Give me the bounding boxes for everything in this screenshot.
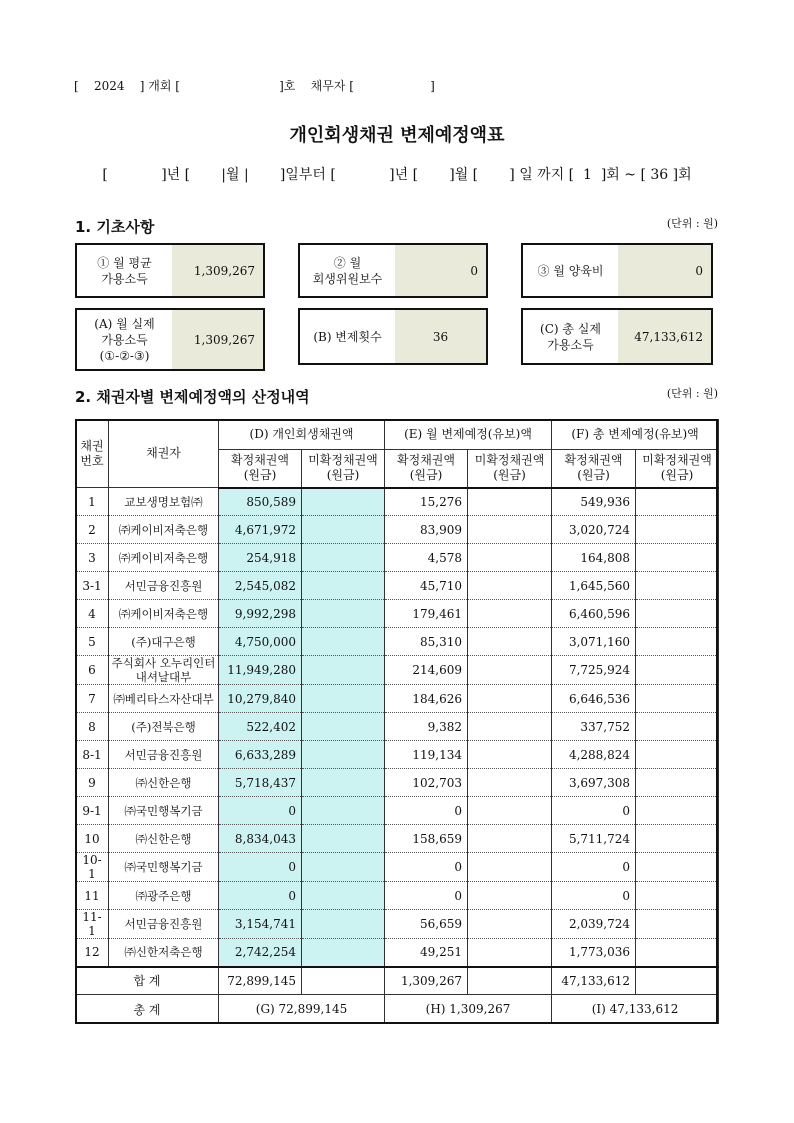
- e-unconfirmed-value: [468, 853, 552, 882]
- avg-income-value: 1,309,267: [172, 245, 263, 296]
- e-confirmed-value: 179,461: [385, 600, 468, 628]
- e-unconfirmed-header: 미확정채권액 (원금): [468, 450, 552, 488]
- creditor-no: 10: [76, 825, 109, 853]
- creditor-no: 4: [76, 600, 109, 628]
- table-row: [76, 656, 719, 685]
- f-confirmed-value: 2,039,724: [552, 910, 636, 939]
- sum-d-value: 72,899,145: [219, 967, 302, 995]
- creditor-name: 서민금융진흥원: [109, 910, 219, 939]
- actual-income-value: 1,309,267: [172, 310, 263, 369]
- creditor-name: ㈜베리타스자산대부: [109, 685, 219, 713]
- f-confirmed-header: 확정채권액 (원금): [552, 450, 636, 488]
- creditor-name: 주식회사 오누리인터 내셔날대부: [109, 656, 219, 685]
- col-e-header: (E) 월 변제예정(유보)액: [385, 420, 552, 450]
- creditor-no: 3-1: [76, 572, 109, 600]
- total-h: (H) 1,309,267: [385, 995, 552, 1024]
- f-confirmed-value: 6,460,596: [552, 600, 636, 628]
- e-unconfirmed-value: [468, 685, 552, 713]
- e-confirmed-value: 45,710: [385, 572, 468, 600]
- sum-d-unconfirmed: [302, 967, 385, 995]
- section2-unit: (단위 : 원): [666, 387, 718, 400]
- f-unconfirmed-value: [636, 628, 719, 656]
- creditor-no: 5: [76, 628, 109, 656]
- creditor-no: 1: [76, 488, 109, 516]
- total-g: (G) 72,899,145: [219, 995, 385, 1024]
- table-row: [76, 910, 719, 939]
- d-unconfirmed-value: [302, 544, 385, 572]
- table-row: [76, 853, 719, 882]
- col-f-header: (F) 총 변제예정(유보)액: [552, 420, 719, 450]
- creditor-name: ㈜신한저축은행: [109, 939, 219, 967]
- e-unconfirmed-value: [468, 516, 552, 544]
- table-row: [76, 741, 719, 769]
- d-unconfirmed-value: [302, 797, 385, 825]
- creditor-no: 2: [76, 516, 109, 544]
- f-confirmed-value: 3,697,308: [552, 769, 636, 797]
- table-row: [76, 544, 719, 572]
- creditor-no: 6: [76, 656, 109, 685]
- d-confirmed-value: 254,918: [219, 544, 302, 572]
- d-confirmed-value: 10,279,840: [219, 685, 302, 713]
- creditor-name: ㈜광주은행: [109, 882, 219, 910]
- repay-count-box: [298, 308, 488, 365]
- e-confirmed-value: 0: [385, 797, 468, 825]
- d-unconfirmed-value: [302, 741, 385, 769]
- table-row: [76, 488, 719, 516]
- creditor-name: (주)전북은행: [109, 713, 219, 741]
- f-unconfirmed-value: [636, 769, 719, 797]
- creditor-name: ㈜국민행복기금: [109, 797, 219, 825]
- f-confirmed-value: 549,936: [552, 488, 636, 516]
- case-header: [ 2024 ] 개회 [ ]호 채무자 [ ]: [74, 79, 435, 93]
- creditor-name: (주)대구은행: [109, 628, 219, 656]
- creditor-name: ㈜케이비저축은행: [109, 516, 219, 544]
- e-confirmed-value: 56,659: [385, 910, 468, 939]
- d-confirmed-value: 3,154,741: [219, 910, 302, 939]
- avg-income-label: ① 월 평균 가용소득: [97, 255, 152, 286]
- f-unconfirmed-value: [636, 600, 719, 628]
- d-unconfirmed-value: [302, 882, 385, 910]
- f-confirmed-value: 4,288,824: [552, 741, 636, 769]
- total-i: (I) 47,133,612: [552, 995, 719, 1024]
- f-confirmed-value: 6,646,536: [552, 685, 636, 713]
- d-confirmed-value: 4,671,972: [219, 516, 302, 544]
- e-confirmed-value: 83,909: [385, 516, 468, 544]
- col-creditor-header: 채권자: [109, 420, 219, 488]
- d-unconfirmed-value: [302, 572, 385, 600]
- f-confirmed-value: 0: [552, 797, 636, 825]
- d-unconfirmed-value: [302, 939, 385, 967]
- e-unconfirmed-value: [468, 488, 552, 516]
- total-income-label: (C) 총 실제 가용소득: [540, 321, 601, 352]
- total-income-box: [521, 308, 713, 365]
- child-support-box: [521, 243, 713, 298]
- f-unconfirmed-value: [636, 516, 719, 544]
- f-unconfirmed-value: [636, 544, 719, 572]
- repay-count-label: (B) 변제횟수: [313, 329, 382, 344]
- e-unconfirmed-value: [468, 628, 552, 656]
- table-row: [76, 572, 719, 600]
- e-unconfirmed-value: [468, 656, 552, 685]
- d-confirmed-value: 4,750,000: [219, 628, 302, 656]
- sum-e-unconfirmed: [468, 967, 552, 995]
- d-unconfirmed-value: [302, 488, 385, 516]
- e-unconfirmed-value: [468, 600, 552, 628]
- table-row: [76, 628, 719, 656]
- d-confirmed-header: 확정채권액 (원금): [219, 450, 302, 488]
- e-confirmed-value: 4,578: [385, 544, 468, 572]
- f-unconfirmed-value: [636, 713, 719, 741]
- d-confirmed-value: 2,742,254: [219, 939, 302, 967]
- total-label: 총 계: [76, 995, 219, 1024]
- table-row: [76, 600, 719, 628]
- e-unconfirmed-value: [468, 939, 552, 967]
- e-unconfirmed-value: [468, 713, 552, 741]
- e-confirmed-value: 49,251: [385, 939, 468, 967]
- sum-e-value: 1,309,267: [385, 967, 468, 995]
- d-confirmed-value: 0: [219, 882, 302, 910]
- e-unconfirmed-value: [468, 769, 552, 797]
- total-income-value: 47,133,612: [618, 310, 711, 363]
- table-row: [76, 939, 719, 967]
- e-unconfirmed-value: [468, 910, 552, 939]
- child-support-value: 0: [618, 245, 711, 296]
- d-unconfirmed-value: [302, 600, 385, 628]
- creditor-no: 11-1: [76, 910, 109, 939]
- d-confirmed-value: 2,545,082: [219, 572, 302, 600]
- table-row: [76, 713, 719, 741]
- f-unconfirmed-value: [636, 910, 719, 939]
- e-unconfirmed-value: [468, 797, 552, 825]
- creditor-name: ㈜신한은행: [109, 769, 219, 797]
- e-unconfirmed-value: [468, 825, 552, 853]
- actual-income-label: (A) 월 실제 가용소득 (①-②-③): [94, 316, 155, 363]
- f-confirmed-value: 0: [552, 853, 636, 882]
- table-row: [76, 882, 719, 910]
- d-confirmed-value: 9,992,298: [219, 600, 302, 628]
- document-title: 개인회생채권 변제예정액표: [289, 125, 505, 146]
- section1-unit: (단위 : 원): [666, 217, 718, 230]
- section1-heading: 1. 기초사항: [75, 218, 155, 236]
- d-unconfirmed-value: [302, 656, 385, 685]
- trustee-fee-value: 0: [395, 245, 486, 296]
- e-unconfirmed-value: [468, 572, 552, 600]
- d-confirmed-value: 0: [219, 797, 302, 825]
- f-confirmed-value: 337,752: [552, 713, 636, 741]
- creditor-name: ㈜케이비저축은행: [109, 600, 219, 628]
- d-unconfirmed-value: [302, 713, 385, 741]
- creditor-no: 12: [76, 939, 109, 967]
- e-unconfirmed-value: [468, 741, 552, 769]
- f-confirmed-value: 0: [552, 882, 636, 910]
- creditor-no: 8-1: [76, 741, 109, 769]
- f-unconfirmed-value: [636, 488, 719, 516]
- d-unconfirmed-value: [302, 516, 385, 544]
- child-support-label: ③ 월 양육비: [537, 263, 604, 278]
- table-row: [76, 797, 719, 825]
- e-confirmed-value: 15,276: [385, 488, 468, 516]
- creditor-name: 서민금융진흥원: [109, 741, 219, 769]
- e-confirmed-value: 119,134: [385, 741, 468, 769]
- repayment-period: [ ]년 [ |월 | ]일부터 [ ]년 [ ]월 [ ] 일 까지 [ 1 ]회 ~ [ 36 ]회: [102, 167, 692, 183]
- d-confirmed-value: 850,589: [219, 488, 302, 516]
- d-confirmed-value: 5,718,437: [219, 769, 302, 797]
- col-d-header: (D) 개인회생채권액: [219, 420, 385, 450]
- sum-label: 합 계: [76, 967, 219, 995]
- f-confirmed-value: 3,020,724: [552, 516, 636, 544]
- section2-heading: 2. 채권자별 변제예정액의 산정내역: [75, 388, 310, 406]
- creditor-name: 교보생명보험㈜: [109, 488, 219, 516]
- d-confirmed-value: 11,949,280: [219, 656, 302, 685]
- f-unconfirmed-value: [636, 939, 719, 967]
- repayment-table: [75, 419, 719, 1024]
- f-unconfirmed-value: [636, 825, 719, 853]
- creditor-no: 9-1: [76, 797, 109, 825]
- table-row: [76, 769, 719, 797]
- d-unconfirmed-header: 미확정채권액 (원금): [302, 450, 385, 488]
- f-unconfirmed-value: [636, 797, 719, 825]
- e-confirmed-value: 214,609: [385, 656, 468, 685]
- f-unconfirmed-value: [636, 882, 719, 910]
- actual-income-box: [75, 308, 265, 371]
- f-unconfirmed-value: [636, 656, 719, 685]
- creditor-no: 9: [76, 769, 109, 797]
- d-confirmed-value: 8,834,043: [219, 825, 302, 853]
- sum-f-value: 47,133,612: [552, 967, 636, 995]
- f-confirmed-value: 164,808: [552, 544, 636, 572]
- e-confirmed-header: 확정채권액 (원금): [385, 450, 468, 488]
- creditor-no: 11: [76, 882, 109, 910]
- creditor-name: ㈜신한은행: [109, 825, 219, 853]
- f-unconfirmed-value: [636, 572, 719, 600]
- d-confirmed-value: 522,402: [219, 713, 302, 741]
- d-unconfirmed-value: [302, 685, 385, 713]
- creditor-no: 7: [76, 685, 109, 713]
- table-row: [76, 825, 719, 853]
- d-unconfirmed-value: [302, 853, 385, 882]
- d-confirmed-value: 6,633,289: [219, 741, 302, 769]
- trustee-fee-label: ② 월 회생위원보수: [312, 255, 383, 286]
- creditor-no: 3: [76, 544, 109, 572]
- e-confirmed-value: 158,659: [385, 825, 468, 853]
- table-row: [76, 685, 719, 713]
- f-confirmed-value: 3,071,160: [552, 628, 636, 656]
- d-unconfirmed-value: [302, 628, 385, 656]
- f-confirmed-value: 5,711,724: [552, 825, 636, 853]
- e-confirmed-value: 85,310: [385, 628, 468, 656]
- creditor-name: ㈜국민행복기금: [109, 853, 219, 882]
- d-unconfirmed-value: [302, 769, 385, 797]
- f-confirmed-value: 1,773,036: [552, 939, 636, 967]
- e-confirmed-value: 0: [385, 882, 468, 910]
- e-confirmed-value: 184,626: [385, 685, 468, 713]
- e-unconfirmed-value: [468, 882, 552, 910]
- f-confirmed-value: 7,725,924: [552, 656, 636, 685]
- f-confirmed-value: 1,645,560: [552, 572, 636, 600]
- e-confirmed-value: 102,703: [385, 769, 468, 797]
- col-no-header: 채권 번호: [76, 420, 109, 488]
- creditor-name: 서민금융진흥원: [109, 572, 219, 600]
- d-unconfirmed-value: [302, 910, 385, 939]
- f-unconfirmed-header: 미확정채권액 (원금): [636, 450, 719, 488]
- creditor-no: 8: [76, 713, 109, 741]
- creditor-name: ㈜케이비저축은행: [109, 544, 219, 572]
- avg-income-box: [75, 243, 265, 298]
- sum-f-unconfirmed: [636, 967, 719, 995]
- e-unconfirmed-value: [468, 544, 552, 572]
- repay-count-value: 36: [395, 310, 486, 363]
- trustee-fee-box: [298, 243, 488, 298]
- f-unconfirmed-value: [636, 685, 719, 713]
- d-unconfirmed-value: [302, 825, 385, 853]
- e-confirmed-value: 9,382: [385, 713, 468, 741]
- d-confirmed-value: 0: [219, 853, 302, 882]
- creditor-no: 10-1: [76, 853, 109, 882]
- e-confirmed-value: 0: [385, 853, 468, 882]
- f-unconfirmed-value: [636, 741, 719, 769]
- table-row: [76, 516, 719, 544]
- f-unconfirmed-value: [636, 853, 719, 882]
